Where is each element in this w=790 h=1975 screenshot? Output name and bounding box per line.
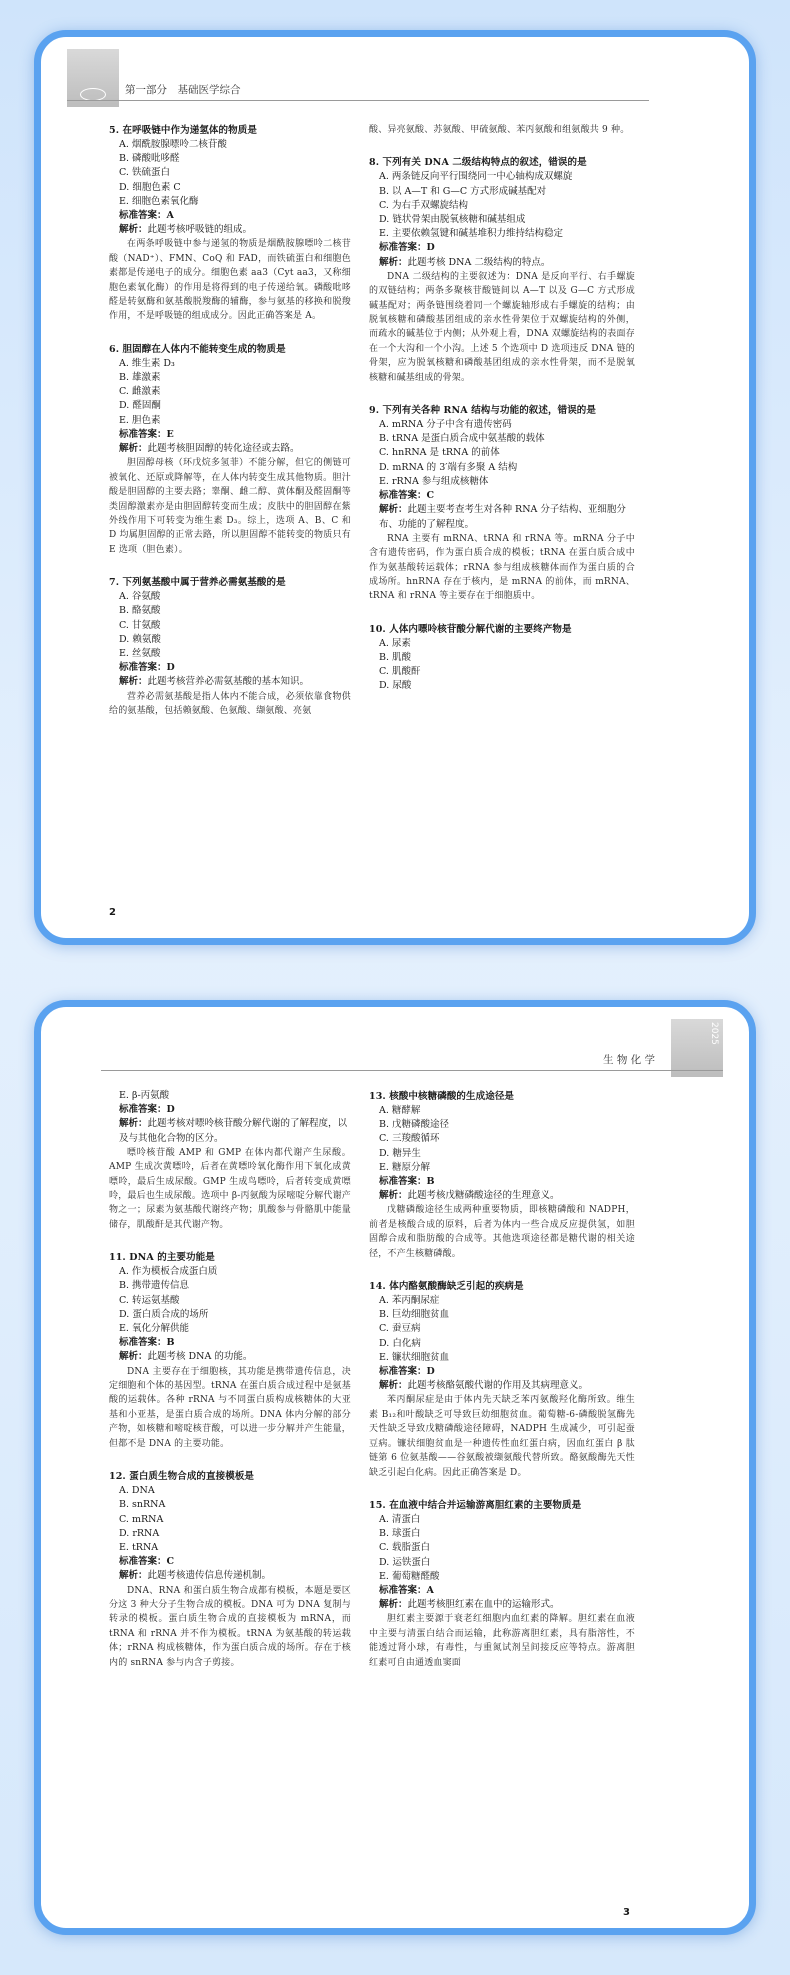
analysis-paragraph: DNA 二级结构的主要叙述为：DNA 是反向平行、右手螺旋的双链结构；两条多聚核苷酸链间以 A—T 以及 G—C 方式形成碱基配对；两条链围绕着同一个螺旋轴形成右手螺旋的结构；由脱氧核糖和磷酸基团组成的亲水性骨架位于双螺旋结构的外侧，而疏水的碱基位于内侧；从外观上看，DNA 双螺旋结构的表面存在一个大沟和一个小沟。上述 5 个选项中 D 选项违反 DNA 链的骨架，应为脱氧核糖和磷酸基团组成的亲水性骨架，而不是脱氧核糖和碱基组成的骨架。 (369, 271, 635, 383)
answer-option: E. rRNA 参与组成核糖体 (379, 475, 489, 487)
answer-option: B. 酪氨酸 (119, 605, 161, 617)
answer-option: A. 维生素 D₃ (119, 357, 175, 369)
analysis-summary: 此题考核戊糖磷酸途径的生理意义。 (407, 1190, 560, 1202)
analysis-label: 解析： (119, 676, 148, 688)
answer-option: C. 甘氨酸 (119, 619, 161, 631)
answer-option: D. 糖异生 (379, 1147, 421, 1159)
standard-answer: 标准答案：C (379, 490, 435, 502)
analysis-paragraph: 戊糖磷酸途径生成两种重要物质，即核糖磷酸和 NADPH，前者是核酸合成的原料，后者为体内一些合成反应提供氢，如胆固醇合成和脂肪酸的合成等。其他选项途径都是糖代谢的相关途径，不产生核糖磷酸。 (369, 1205, 635, 1259)
answer-option: A. 苯丙酮尿症 (379, 1295, 440, 1307)
standard-answer: 标准答案：A (119, 210, 174, 222)
question-block (109, 342, 351, 557)
answer-option: E. 细胞色素氧化酶 (119, 195, 199, 207)
question-stem: 9. 下列有关各种 RNA 结构与功能的叙述，错误的是 (369, 405, 596, 417)
answer-option: D. 细胞色素 C (119, 181, 181, 193)
right-column (369, 1089, 635, 1688)
analysis-paragraph: 胆固醇母核（环戊烷多氢菲）不能分解，但它的侧链可被氧化、还原或降解等，在人体内转变生成其他物质。胆汁酸是胆固醇的主要去路；睾酮、雌二醇、黄体酮及醛固酮等类固醇激素亦是由胆固醇转变而生成；皮肤中的胆固醇在紫外线作用下可转变为维生素 D₃。综上，选项 A、B、C 和 D 均属胆固醇的正常去路，所以胆固醇不能转变的物质只有 E 选项（胆色素）。 (109, 458, 351, 555)
answer-option: C. mRNA (119, 1513, 164, 1525)
header-title: 生 物 化 学 (602, 1054, 655, 1066)
answer-option: D. 尿酸 (379, 680, 412, 692)
analysis-label: 解析： (379, 256, 408, 268)
analysis-heading (369, 256, 635, 270)
header-title: 第一部分 基础医学综合 (125, 84, 241, 96)
answer-option: C. hnRNA 是 tRNA 的前体 (379, 447, 500, 459)
analysis-summary: 此题考核营养必需氨基酸的基本知识。 (147, 676, 310, 688)
answer-option: C. 载脂蛋白 (379, 1542, 430, 1554)
answer-option: C. 为右手双螺旋结构 (379, 199, 468, 211)
answer-option: C. 三羧酸循环 (379, 1133, 440, 1145)
analysis-label: 解析： (379, 1380, 408, 1392)
header-tab (671, 1019, 723, 1077)
question-stem: 7. 下列氨基酸中属于营养必需氨基酸的是 (109, 577, 286, 589)
answer-option: A. DNA (119, 1485, 155, 1497)
standard-answer: 标准答案：B (379, 1176, 435, 1188)
page-header (41, 37, 749, 107)
left-column (109, 1089, 351, 1688)
answer-option: E. 镰状细胞贫血 (379, 1351, 449, 1363)
answer-option: B. 巨幼细胞贫血 (379, 1309, 450, 1321)
answer-option: B. 以 A—T 和 G—C 方式形成碱基配对 (379, 185, 547, 197)
answer-option: D. 蛋白质合成的场所 (119, 1308, 209, 1320)
answer-option: D. mRNA 的 3′端有多聚 A 结构 (379, 461, 518, 473)
analysis-label: 解析： (379, 1190, 408, 1202)
analysis-label: 解析： (379, 1599, 408, 1611)
analysis-heading (369, 1189, 635, 1203)
analysis-paragraph: 苯丙酮尿症是由于体内先天缺乏苯丙氨酸羟化酶所致。维生素 B₁₂和叶酸缺乏可导致巨幼细胞贫血。葡萄糖-6-磷酸脱氢酶先天性缺乏导致戊糖磷酸途径障碍，NADPH 生成减少，可引起蚕豆病。镰状细胞贫血是一种遗传性血红蛋白病，因血红蛋白 β 肽链第 6 位氨基酸——谷氨酸被缬氨酸代替所致。酪氨酸酶先天性缺乏引起白化病。因此正确答案是 D。 (369, 1395, 635, 1478)
question-stem: 10. 人体内嘌呤核苷酸分解代谢的主要终产物是 (369, 623, 572, 635)
analysis-paragraph: DNA 主要存在于细胞核，其功能是携带遗传信息，决定细胞和个体的基因型。tRNA 在蛋白质合成过程中是氨基酸的运载体。各种 rRNA 与不同蛋白质构成核糖体的大亚基和小亚基，是蛋白质合成的场所。DNA 体内分解的部分产物，如核糖和嘧啶核苷酸，可以进一步分解并产生能量，但都不是 DNA 的主要功能。 (109, 1366, 351, 1449)
right-column (369, 123, 635, 712)
analysis-heading (109, 1350, 351, 1364)
answer-option: E. 葡萄糖醛酸 (379, 1570, 440, 1582)
answer-option: D. 链状骨架由脱氧核糖和碱基组成 (379, 214, 526, 226)
standard-answer: 标准答案：D (119, 662, 175, 674)
analysis-summary: 此题考核遗传信息传递机制。 (147, 1570, 272, 1582)
answer-option: C. 铁硫蛋白 (119, 167, 170, 179)
answer-option: D. 醛固酮 (119, 400, 161, 412)
question-block (109, 123, 351, 324)
analysis-label: 解析： (119, 443, 148, 455)
answer-option: E. 氧化分解供能 (119, 1323, 189, 1335)
answer-option: C. 转运氨基酸 (119, 1294, 180, 1306)
question-stem: 13. 核酸中核糖磷酸的生成途径是 (369, 1091, 515, 1102)
analysis-paragraph: 在两条呼吸链中参与递氢的物质是烟酰胺腺嘌呤二核苷酸（NAD⁺）、FMN、CoQ 和 FAD，而铁硫蛋白和细胞色素都是传递电子的成分。细胞色素 aa3（Cyt aa3，又称细胞色素氧化酶）的作用是将得到的电子传递给氧。磷酸吡哆醛是转氨酶和氨基酸脱羧酶的辅酶，参与氨基的移换和脱羧作用，不是呼吸链的组成成分。因此正确答案是 A。 (109, 239, 351, 322)
answer-option: C. 雌激素 (119, 386, 161, 398)
answer-option: A. 糖酵解 (379, 1105, 421, 1116)
analysis-heading (109, 223, 351, 237)
answer-option: A. 谷氨酸 (119, 591, 161, 603)
question-stem: 12. 蛋白质生物合成的直接模板是 (109, 1471, 255, 1483)
answer-option: B. 肌酸 (379, 651, 412, 663)
analysis-label: 解析： (379, 504, 408, 516)
answer-option: B. 磷酸吡哆醛 (119, 153, 180, 165)
question-block (109, 1089, 351, 1232)
answer-option: E. tRNA (119, 1541, 159, 1553)
page-header (41, 1007, 749, 1077)
analysis-summary: 此题考核 DNA 二级结构的特点。 (407, 256, 551, 268)
answer-option: B. 戊糖磷酸途径 (379, 1119, 450, 1131)
analysis-summary: 此题考核 DNA 的功能。 (147, 1351, 253, 1363)
answer-option: D. 赖氨酸 (119, 633, 161, 645)
analysis-heading (109, 675, 351, 689)
analysis-heading (369, 503, 635, 531)
analysis-heading (369, 1379, 635, 1393)
analysis-heading (109, 442, 351, 456)
question-block (369, 403, 635, 604)
question-stem: 15. 在血液中结合并运输游离胆红素的主要物质是 (369, 1499, 582, 1511)
analysis-summary: 此题考核酪氨酸代谢的作用及其病理意义。 (407, 1380, 589, 1392)
question-stem: 11. DNA 的主要功能是 (109, 1252, 215, 1264)
header-tab-label: 2025 (709, 1022, 719, 1045)
answer-option: D. 运铁蛋白 (379, 1556, 431, 1568)
analysis-paragraph: RNA 主要有 mRNA、tRNA 和 rRNA 等。mRNA 分子中含有遗传密码，作为蛋白质合成的模板；tRNA 在蛋白质合成中作为氨基酸转运载体；rRNA 参与组成核糖体而作为蛋白质的合成场所。hnRNA 存在于核内，是 mRNA 的前体，而 mRNA、tRNA 和 rRNA 等主要存在于细胞质中。 (369, 533, 635, 602)
analysis-label: 解析： (119, 1570, 148, 1582)
answer-option: E. 主要依赖氢键和碱基堆积力维持结构稳定 (379, 228, 563, 240)
question-block (369, 1089, 635, 1261)
answer-option: A. mRNA 分子中含有遗传密码 (379, 419, 512, 431)
standard-answer: 标准答案：A (379, 1584, 434, 1596)
standard-answer: 标准答案：D (379, 242, 435, 254)
question-block (369, 622, 635, 694)
question-block (369, 1279, 635, 1480)
analysis-paragraph: 营养必需氨基酸是指人体内不能合成，必须依靠食物供给的氨基酸，包括赖氨酸、色氨酸、缬氨酸、亮氨 (109, 691, 351, 716)
standard-answer: 标准答案：D (379, 1366, 435, 1378)
analysis-paragraph: 酸、异亮氨酸、苏氨酸、甲硫氨酸、苯丙氨酸和组氨酸共 9 种。 (369, 125, 630, 135)
answer-option: E. 糖原分解 (379, 1161, 430, 1173)
standard-answer: 标准答案：B (119, 1337, 175, 1349)
analysis-summary: 此题主要考查考生对各种 RNA 分子结构、亚细胞分布、功能的了解程度。 (379, 504, 626, 530)
analysis-summary: 此题考核呼吸链的组成。 (147, 224, 253, 236)
answer-option: B. 球蛋白 (379, 1528, 421, 1540)
left-column (109, 123, 351, 736)
answer-option: E. β-丙氨酸 (119, 1090, 170, 1101)
answer-option: A. 烟酰胺腺嘌呤二核苷酸 (119, 139, 227, 150)
question-block (369, 1498, 635, 1670)
question-block (109, 575, 351, 718)
page-number: 3 (623, 1907, 630, 1918)
question-block (109, 1469, 351, 1670)
answer-option: A. 两条链反向平行围绕同一中心轴构成双螺旋 (379, 171, 573, 183)
page-number: 2 (109, 907, 116, 918)
book-page-left (34, 30, 756, 945)
question-block (109, 1250, 351, 1451)
answer-option: E. 胆色素 (119, 414, 161, 426)
answer-option: D. 白化病 (379, 1337, 421, 1349)
answer-option: D. rRNA (119, 1527, 160, 1539)
analysis-paragraph: 胆红素主要源于衰老红细胞内血红素的降解。胆红素在血液中主要与清蛋白结合而运输，此称游离胆红素，具有脂溶性，不能透过肾小球，有毒性，与重氮试剂呈间接反应等特点。游离胆红素可自由通透血窦面 (369, 1614, 635, 1668)
answer-option: B. 携带遗传信息 (119, 1280, 190, 1292)
analysis-summary: 此题考核胆红素在血中的运输形式。 (407, 1599, 560, 1611)
answer-option: E. 丝氨酸 (119, 647, 161, 659)
answer-option: C. 蚕豆病 (379, 1323, 421, 1335)
standard-answer: 标准答案：D (119, 1104, 175, 1116)
question-stem: 14. 体内酪氨酸酶缺乏引起的疾病是 (369, 1281, 524, 1293)
analysis-summary: 此题考核对嘌呤核苷酸分解代谢的了解程度，以及与其他化合物的区分。 (119, 1118, 348, 1144)
answer-option: B. tRNA 是蛋白质合成中氨基酸的载体 (379, 433, 545, 445)
standard-answer: 标准答案：C (119, 1556, 175, 1568)
standard-answer: 标准答案：E (119, 428, 174, 440)
analysis-label: 解析： (119, 224, 148, 236)
header-divider (67, 100, 649, 101)
answer-option: A. 清蛋白 (379, 1513, 421, 1525)
question-stem: 5. 在呼吸链中作为递氢体的物质是 (109, 125, 257, 136)
book-page-right (34, 1000, 756, 1935)
header-tab (67, 49, 119, 107)
question-block (369, 123, 635, 137)
question-stem: 8. 下列有关 DNA 二级结构特点的叙述，错误的是 (369, 157, 587, 169)
analysis-paragraph: DNA、RNA 和蛋白质生物合成都有模板，本题是要区分这 3 种大分子生物合成的模板。DNA 可为 DNA 复制与转录的模板。蛋白质生物合成的直接模板为 mRNA，而 tRNA 和 rRNA 并不作为模板。tRNA 为氨基酸的转运载体；rRNA 构成核糖体，作为蛋白质合成的场所。存在于核内的 snRNA 参与内含子剪接。 (109, 1585, 351, 1668)
answer-option: B. snRNA (119, 1499, 166, 1511)
analysis-heading (369, 1598, 635, 1612)
analysis-label: 解析： (119, 1118, 148, 1130)
analysis-heading (109, 1569, 351, 1583)
answer-option: A. 作为模板合成蛋白质 (119, 1266, 218, 1278)
answer-option: B. 雄激素 (119, 372, 161, 384)
answer-option: A. 尿素 (379, 637, 411, 649)
question-block (369, 155, 635, 385)
analysis-label: 解析： (119, 1351, 148, 1363)
header-divider (101, 1070, 723, 1071)
question-stem: 6. 胆固醇在人体内不能转变生成的物质是 (109, 343, 286, 355)
analysis-heading (109, 1117, 351, 1145)
analysis-summary: 此题考核胆固醇的转化途径或去路。 (147, 443, 300, 455)
answer-option: C. 肌酸酐 (379, 666, 421, 678)
analysis-paragraph: 嘌呤核苷酸 AMP 和 GMP 在体内都代谢产生尿酸。AMP 生成次黄嘌呤，后者在黄嘌呤氧化酶作用下氧化成黄嘌呤，最后生成尿酸。GMP 生成鸟嘌呤，后者转变成黄嘌呤，最后也生成尿酸。选项中 β-丙氨酸为尿嘧啶分解代谢产物之一；尿素为氨基酸代谢终产物；肌酸参与骨骼肌中能量储存，肌酸酐是其代谢产物。 (109, 1147, 351, 1230)
